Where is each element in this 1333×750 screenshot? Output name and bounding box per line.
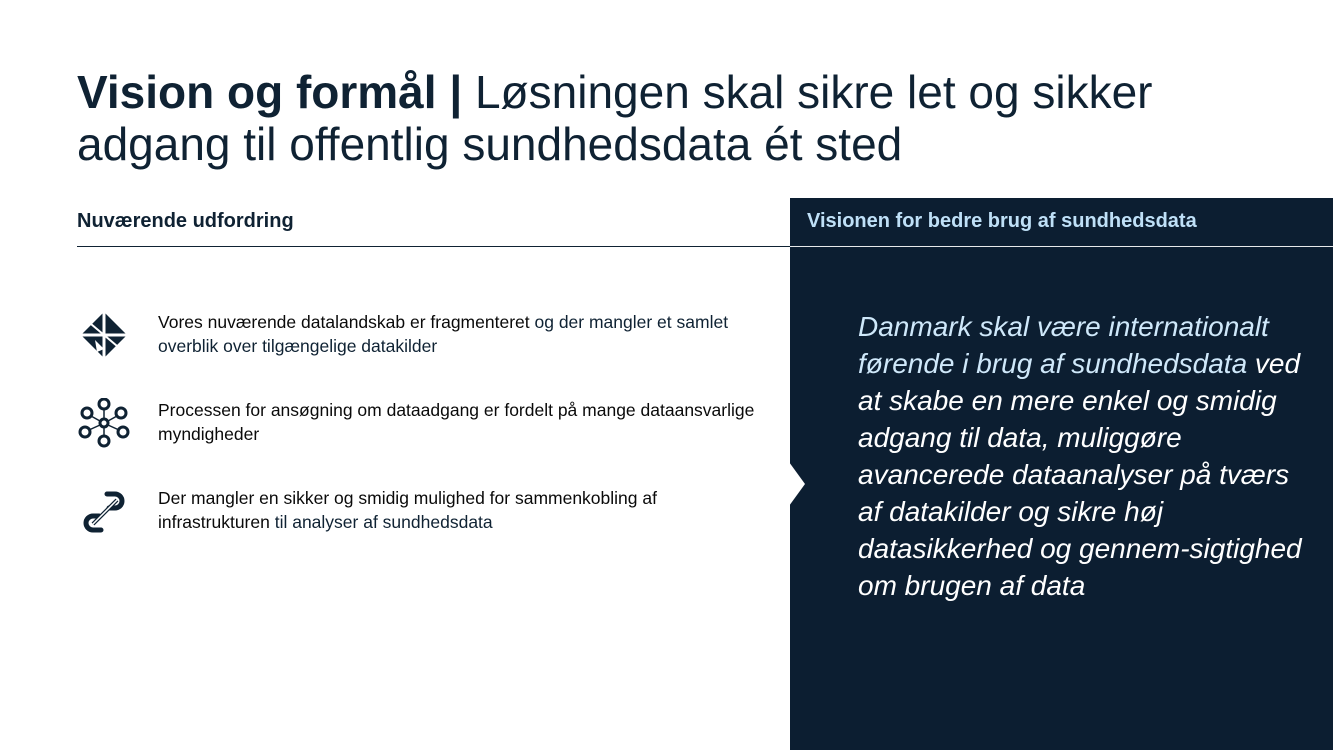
network-nodes-icon [77,398,131,452]
left-column-header: Nuværende udfordring [77,210,294,232]
title-rest: Løsningen skal sikre let og sikker adgang til offentlig sundhedsdata ét sted [77,66,1153,170]
vision-panel-header: Visionen for bedre brug af sundhedsdata [807,210,1197,232]
vision-rest: ved at skabe en mere enkel og smidig adgang til data, muliggøre avancerede dataanalyser på tværs af datakilder og sikre høj datasikkerhed og gennem-sigtighed om brugen af data [858,348,1302,601]
title-bold: Vision og formål | [77,66,475,118]
challenge-item-1 [77,310,777,370]
chain-link-icon [77,486,131,540]
vision-statement [858,308,1308,604]
challenge-text-1 [158,310,758,358]
challenge-item-2 [77,398,777,458]
challenge-strong-2: Processen for ansøgning om dataadgang er fordelt på mange dataansvarlige myndigheder [158,400,755,444]
challenge-strong-3: Der mangler en sikker og smidig mulighed for sammenkobling af infrastrukturen [158,488,657,532]
vision-panel-divider [790,246,1333,247]
left-divider [77,246,790,247]
challenge-text-2 [158,398,758,446]
challenge-rest-1: og der mangler et samlet overblik over tilgængelige datakilder [158,312,729,356]
challenge-item-3 [77,486,777,546]
vision-strong: Danmark skal være internationalt førende i brug af sundhedsdata [858,311,1269,379]
page-title [77,66,1257,170]
panel-notch [789,462,805,506]
challenge-strong-1: Vores nuværende datalandskab er fragmenteret [158,312,530,332]
challenge-rest-3: til analyser af sundhedsdata [269,512,493,532]
fragmented-diamond-icon [77,310,131,364]
vision-panel [790,198,1333,750]
challenge-text-3 [158,486,758,534]
